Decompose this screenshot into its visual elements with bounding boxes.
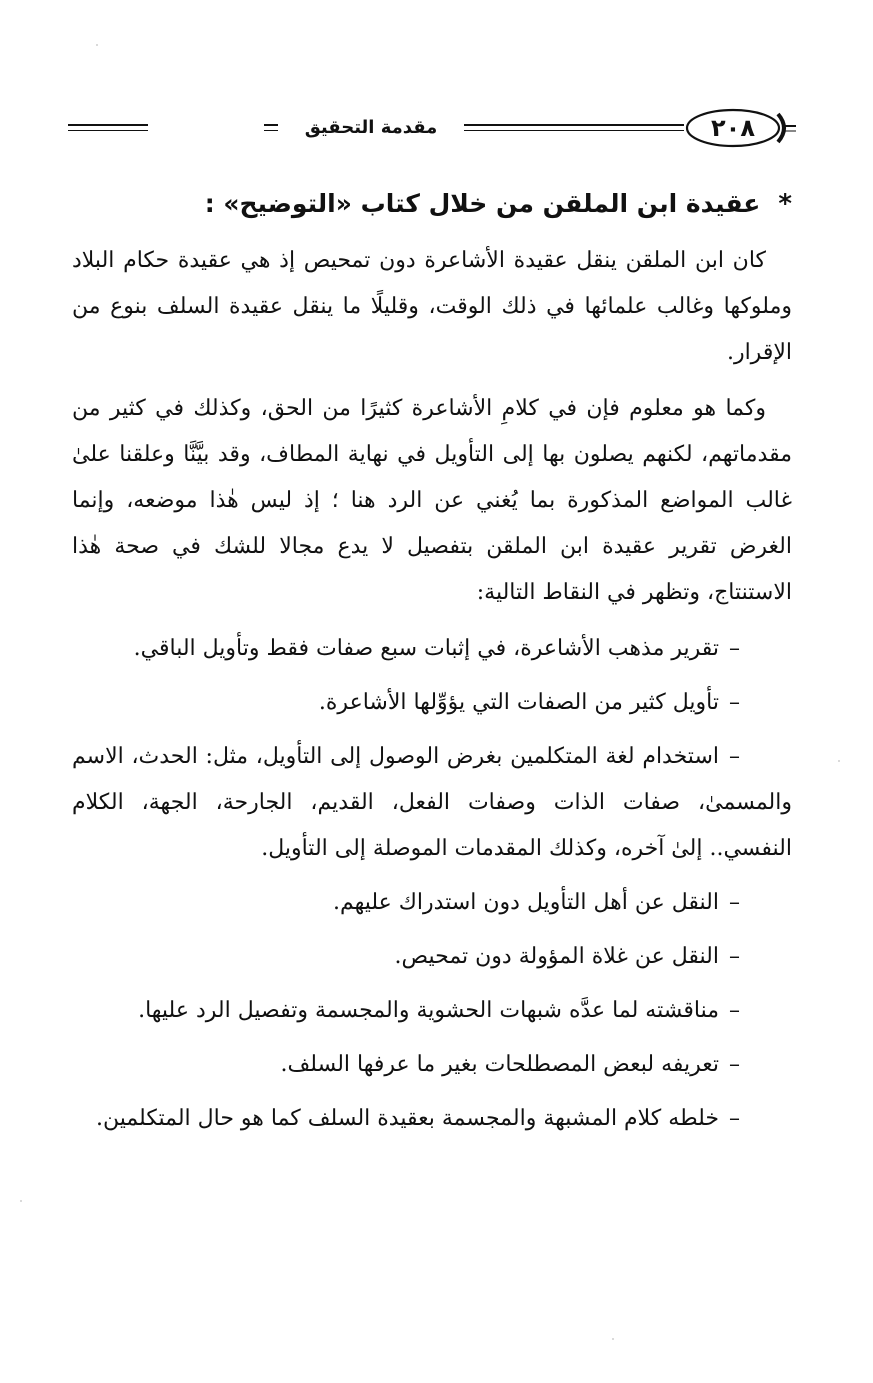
running-title: مقدمة التحقيق	[278, 112, 464, 144]
heading-asterisk-icon: *	[778, 189, 792, 219]
list-item: –النقل عن أهل التأويل دون استدراك عليهم.	[72, 880, 792, 926]
dash-marker: –	[729, 744, 740, 769]
list-item: –استخدام لغة المتكلمين بغرض الوصول إلى التأويل، مثل: الحدث، الاسم والمسمىٰ، صفات الذات وصفات الفعل، القديم، الجارحة، الجهة، الكلام النفسي.. إلىٰ آخره، وكذلك المقدمات الموصلة إلى التأويل.	[72, 734, 792, 872]
list-item: –تعريفه لبعض المصطلحات بغير ما عرفها السلف.	[72, 1042, 792, 1088]
paragraph-body: وكما هو معلوم فإن في كلامِ الأشاعرة كثيرًا من الحق، وكذلك في كثير من مقدماتهم، لكنهم يصلون بها إلى التأويل في نهاية المطاف، وقد بيَّنَّا وعلقنا علىٰ غالب المواضع المذكورة بما يُغني عن الرد هنا ؛ إذ ليس هٰذا موضعه، وإنما الغرض تقرير عقيدة ابن الملقن بتفصيل لا يدع مجالا للشك في صحة هٰذا الاستنتاج، وتظهر في النقاط التالية:	[72, 396, 792, 605]
list-item: –خلطه كلام المشبهة والمجسمة بعقيدة السلف كما هو حال المتكلمين.	[72, 1096, 792, 1142]
dash-marker: –	[729, 1106, 740, 1131]
list-item: –النقل عن غلاة المؤولة دون تمحيص.	[72, 934, 792, 980]
dash-marker: –	[729, 690, 740, 715]
list-item: –تأويل كثير من الصفات التي يؤوِّلها الأشاعرة.	[72, 680, 792, 726]
header-rule-left-top	[68, 124, 148, 126]
paragraph-intro: كان ابن الملقن ينقل عقيدة الأشاعرة دون تمحيص إذ هي عقيدة حكام البلاد وملوكها وغالب علمائها في ذلك الوقت، وقليلًا ما ينقل عقيدة السلف بنوع من الإقرار.	[72, 248, 792, 365]
dash-marker: –	[729, 1052, 740, 1077]
page-number-badge	[678, 106, 798, 150]
dash-marker: –	[729, 890, 740, 915]
list-item: –مناقشته لما عدَّه شبهات الحشوية والمجسمة وتفصيل الرد عليها.	[72, 988, 792, 1034]
main-content	[72, 180, 792, 1150]
list-item: –تقرير مذهب الأشاعرة، في إثبات سبع صفات فقط وتأويل الباقي.	[72, 626, 792, 672]
page-number: ٢٠٨	[711, 114, 755, 142]
header-rule-left-bottom	[68, 130, 148, 131]
running-header	[68, 100, 794, 156]
scan-speck	[612, 1338, 614, 1340]
dash-marker: –	[729, 998, 740, 1023]
section-heading	[72, 180, 792, 228]
section-heading-text: عقيدة ابن الملقن من خلال كتاب «التوضيح» :	[204, 189, 761, 218]
dash-marker: –	[729, 636, 740, 661]
points-list	[72, 626, 792, 1142]
scan-speck	[838, 760, 840, 762]
scan-speck	[96, 44, 98, 46]
scan-speck	[20, 1200, 22, 1202]
dash-marker: –	[729, 944, 740, 969]
